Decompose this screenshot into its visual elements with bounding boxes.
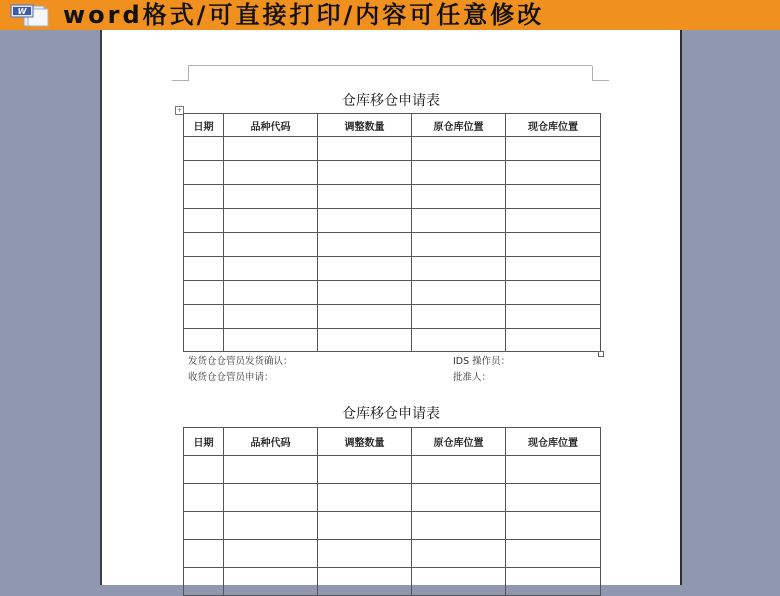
table-row <box>184 329 601 352</box>
table-cell[interactable] <box>412 281 506 305</box>
table-cell[interactable] <box>224 209 318 233</box>
table-cell[interactable] <box>506 161 601 185</box>
table-cell[interactable] <box>506 568 601 596</box>
table-cell[interactable] <box>412 329 506 352</box>
table-row <box>184 185 601 209</box>
workspace-left <box>0 30 102 585</box>
table-cell[interactable] <box>318 456 412 484</box>
table-cell[interactable] <box>318 568 412 596</box>
table-cell[interactable] <box>184 233 224 257</box>
table-cell[interactable] <box>224 281 318 305</box>
table-cell[interactable] <box>412 305 506 329</box>
table-cell[interactable] <box>224 329 318 352</box>
table-cell[interactable] <box>506 137 601 161</box>
column-header-quantity: 调整数量 <box>318 428 412 456</box>
table-cell[interactable] <box>224 185 318 209</box>
table-cell[interactable] <box>412 456 506 484</box>
table-cell[interactable] <box>506 281 601 305</box>
table-cell[interactable] <box>318 305 412 329</box>
table-row <box>184 281 601 305</box>
table-cell[interactable] <box>184 185 224 209</box>
table-cell[interactable] <box>184 161 224 185</box>
table-cell[interactable] <box>412 161 506 185</box>
table-cell[interactable] <box>318 137 412 161</box>
table-cell[interactable] <box>184 257 224 281</box>
column-header-item-code: 品种代码 <box>224 114 318 137</box>
table-cell[interactable] <box>506 456 601 484</box>
table-row <box>184 512 601 540</box>
table-row <box>184 456 601 484</box>
table-cell[interactable] <box>506 540 601 568</box>
table-cell[interactable] <box>506 305 601 329</box>
table-row <box>184 568 601 596</box>
table-cell[interactable] <box>412 209 506 233</box>
table-cell[interactable] <box>318 281 412 305</box>
table-cell[interactable] <box>184 137 224 161</box>
workspace-right <box>680 30 780 585</box>
approver-label: 批准人： <box>453 372 492 383</box>
sender-keeper-confirm-label: 发货仓仓管员发货确认： <box>188 356 293 367</box>
transfer-table-2 <box>183 427 601 596</box>
table-cell[interactable] <box>318 484 412 512</box>
table-cell[interactable] <box>184 456 224 484</box>
table-cell[interactable] <box>318 540 412 568</box>
banner-title: word格式/可直接打印/内容可任意修改 <box>63 1 545 29</box>
table-cell[interactable] <box>412 185 506 209</box>
table-cell[interactable] <box>506 209 601 233</box>
table-cell[interactable] <box>318 512 412 540</box>
table-cell[interactable] <box>184 305 224 329</box>
header-margin-line <box>188 65 592 66</box>
transfer-table-1 <box>183 113 601 352</box>
form-title: 仓库移仓申请表 <box>342 406 440 422</box>
table-cell[interactable] <box>224 161 318 185</box>
table-cell[interactable] <box>506 484 601 512</box>
table-cell[interactable] <box>184 484 224 512</box>
table-row <box>184 305 601 329</box>
table-row <box>184 484 601 512</box>
table-cell[interactable] <box>224 257 318 281</box>
ids-operator-label: IDS 操作员： <box>453 356 511 367</box>
table-cell[interactable] <box>506 257 601 281</box>
table-row <box>184 209 601 233</box>
table-row <box>184 161 601 185</box>
table-cell[interactable] <box>184 281 224 305</box>
table-cell[interactable] <box>506 233 601 257</box>
table-cell[interactable] <box>184 540 224 568</box>
header-margin-mark-left <box>172 66 189 81</box>
table-cell[interactable] <box>318 329 412 352</box>
table-cell[interactable] <box>184 329 224 352</box>
table-cell[interactable] <box>224 456 318 484</box>
table-cell[interactable] <box>412 233 506 257</box>
table-cell[interactable] <box>318 257 412 281</box>
table-cell[interactable] <box>184 568 224 596</box>
column-header-date: 日期 <box>184 114 224 137</box>
table-move-handle-icon[interactable]: + <box>176 107 183 114</box>
table-cell[interactable] <box>506 329 601 352</box>
svg-text:W: W <box>17 7 27 16</box>
word-document-icon <box>8 3 52 27</box>
table-cell[interactable] <box>224 305 318 329</box>
column-header-item-code: 品种代码 <box>224 428 318 456</box>
table-row <box>184 540 601 568</box>
table-cell[interactable] <box>412 568 506 596</box>
receiver-keeper-apply-label: 收货仓仓管员申请： <box>188 372 274 383</box>
form-title: 仓库移仓申请表 <box>342 93 440 109</box>
table-cell[interactable] <box>412 257 506 281</box>
table-cell[interactable] <box>318 185 412 209</box>
table-cell[interactable] <box>224 484 318 512</box>
promo-banner <box>0 0 780 30</box>
column-header-original-location: 原仓库位置 <box>412 114 506 137</box>
table-cell[interactable] <box>224 568 318 596</box>
table-cell[interactable] <box>412 484 506 512</box>
document-page <box>102 30 680 585</box>
table-cell[interactable] <box>224 137 318 161</box>
table-cell[interactable] <box>506 185 601 209</box>
table-cell[interactable] <box>318 233 412 257</box>
column-header-new-location: 现仓库位置 <box>506 428 601 456</box>
table-cell[interactable] <box>224 512 318 540</box>
table-cell[interactable] <box>318 209 412 233</box>
table-cell[interactable] <box>318 161 412 185</box>
table-cell[interactable] <box>224 233 318 257</box>
column-header-quantity: 调整数量 <box>318 114 412 137</box>
table-row <box>184 137 601 161</box>
column-header-new-location: 现仓库位置 <box>506 114 601 137</box>
column-header-original-location: 原仓库位置 <box>412 428 506 456</box>
table-cell[interactable] <box>412 137 506 161</box>
table-resize-handle[interactable] <box>598 351 604 357</box>
table-cell[interactable] <box>412 540 506 568</box>
table-cell[interactable] <box>224 540 318 568</box>
table-cell[interactable] <box>184 512 224 540</box>
table-row <box>184 233 601 257</box>
table-cell[interactable] <box>412 512 506 540</box>
table-row <box>184 257 601 281</box>
header-margin-mark-right <box>592 66 609 81</box>
column-header-date: 日期 <box>184 428 224 456</box>
table-cell[interactable] <box>184 209 224 233</box>
table-cell[interactable] <box>506 512 601 540</box>
